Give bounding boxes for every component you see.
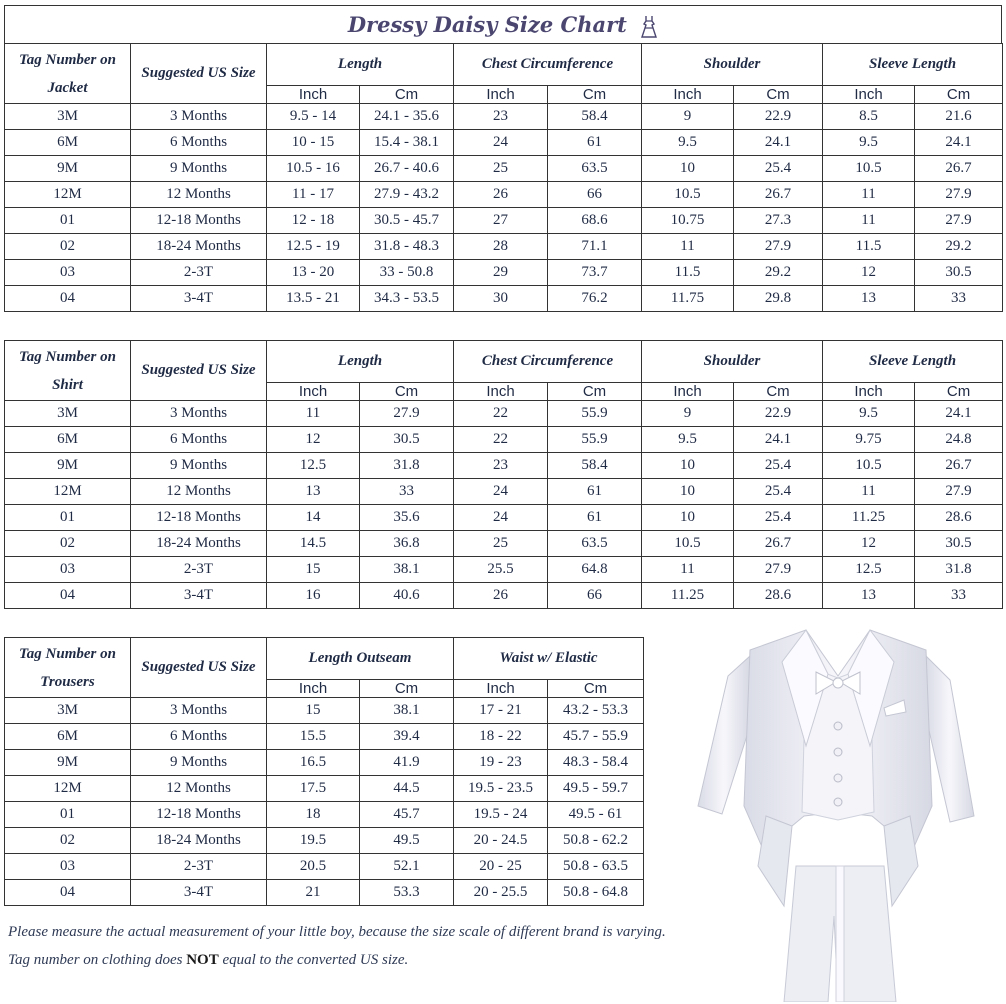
tag-number-cell: 3M <box>5 698 131 724</box>
tag-number-cell: 12M <box>5 479 131 505</box>
tag-number-cell: 6M <box>5 130 131 156</box>
tag-number-cell: 9M <box>5 453 131 479</box>
tag-number-cell: 04 <box>5 880 131 906</box>
unit-header-inch: Inch <box>642 86 734 104</box>
note-emphasis: NOT <box>186 952 219 968</box>
table-row <box>5 750 644 776</box>
measurement-cell: 10 - 15 <box>267 130 360 156</box>
measurement-cell: 43.2 - 53.3 <box>548 698 644 724</box>
measurement-cell: 25 <box>454 156 548 182</box>
jacket-size-table <box>4 43 1003 312</box>
measurement-cell: 21 <box>267 880 360 906</box>
measurement-cell: 28.6 <box>734 583 823 609</box>
measurement-cell: 35.6 <box>360 505 454 531</box>
us-size-cell: 3-4T <box>131 286 267 312</box>
table-row <box>5 156 1003 182</box>
tag-number-cell: 01 <box>5 802 131 828</box>
measurement-cell: 63.5 <box>548 531 642 557</box>
measurement-cell: 19.5 - 23.5 <box>454 776 548 802</box>
measurement-cell: 19.5 <box>267 828 360 854</box>
table-row <box>5 182 1003 208</box>
measurement-cell: 36.8 <box>360 531 454 557</box>
measurement-cell: 23 <box>454 104 548 130</box>
unit-header-inch: Inch <box>454 86 548 104</box>
measurement-cell: 27.3 <box>734 208 823 234</box>
measurement-cell: 61 <box>548 479 642 505</box>
measurement-cell: 13 - 20 <box>267 260 360 286</box>
tag-number-note <box>8 952 408 969</box>
note-line-2-start: Tag number on clothing does <box>8 952 187 968</box>
measurement-cell: 10 <box>642 479 734 505</box>
tag-number-cell: 03 <box>5 260 131 286</box>
measurement-cell: 18 - 22 <box>454 724 548 750</box>
group-header-sleeve: Sleeve Length <box>823 341 1003 383</box>
measurement-cell: 15 <box>267 557 360 583</box>
measurement-cell: 9 <box>642 104 734 130</box>
measurement-cell: 73.7 <box>548 260 642 286</box>
measurement-cell: 10 <box>642 453 734 479</box>
measurement-cell: 11.25 <box>823 505 915 531</box>
measurement-cell: 58.4 <box>548 104 642 130</box>
us-size-cell: 3-4T <box>131 880 267 906</box>
tag-number-header: Tag Number on Trousers <box>5 638 131 698</box>
us-size-cell: 9 Months <box>131 750 267 776</box>
measurement-cell: 64.8 <box>548 557 642 583</box>
measurement-cell: 9.5 <box>642 427 734 453</box>
group-header-outseam: Length Outseam <box>267 638 454 680</box>
measurement-cell: 14.5 <box>267 531 360 557</box>
measurement-cell: 27.9 <box>915 479 1003 505</box>
group-header-shoulder: Shoulder <box>642 44 823 86</box>
table-row <box>5 505 1003 531</box>
measurement-cell: 24.1 <box>734 130 823 156</box>
measurement-cell: 11 <box>642 234 734 260</box>
measurement-cell: 25.5 <box>454 557 548 583</box>
table-row <box>5 260 1003 286</box>
us-size-cell: 3 Months <box>131 401 267 427</box>
measurement-cell: 20 - 25.5 <box>454 880 548 906</box>
tag-number-cell: 02 <box>5 234 131 260</box>
table-row <box>5 854 644 880</box>
us-size-cell: 18-24 Months <box>131 234 267 260</box>
measurement-cell: 12 <box>823 260 915 286</box>
us-size-cell: 12-18 Months <box>131 802 267 828</box>
shirt-size-table <box>4 340 1003 609</box>
tag-number-cell: 02 <box>5 531 131 557</box>
measurement-cell: 10.5 <box>642 531 734 557</box>
table-row <box>5 104 1003 130</box>
measurement-cell: 22 <box>454 427 548 453</box>
table-row <box>5 479 1003 505</box>
measurement-cell: 9.5 <box>823 130 915 156</box>
measurement-cell: 30.5 <box>360 427 454 453</box>
measurement-cell: 66 <box>548 182 642 208</box>
table-row <box>5 401 1003 427</box>
measurement-cell: 33 - 50.8 <box>360 260 454 286</box>
us-size-cell: 6 Months <box>131 427 267 453</box>
measurement-cell: 26.7 <box>734 182 823 208</box>
measurement-cell: 12.5 <box>267 453 360 479</box>
us-size-cell: 3 Months <box>131 698 267 724</box>
measurement-cell: 15 <box>267 698 360 724</box>
measurement-cell: 18 <box>267 802 360 828</box>
measurement-cell: 15.5 <box>267 724 360 750</box>
measurement-cell: 23 <box>454 453 548 479</box>
table-row <box>5 130 1003 156</box>
measurement-cell: 30 <box>454 286 548 312</box>
white-tuxedo-image <box>688 616 988 1002</box>
measurement-cell: 68.6 <box>548 208 642 234</box>
unit-header-inch: Inch <box>454 680 548 698</box>
measurement-cell: 29.2 <box>915 234 1003 260</box>
measurement-cell: 13 <box>823 286 915 312</box>
measurement-cell: 26.7 <box>734 531 823 557</box>
table-row <box>5 828 644 854</box>
measurement-cell: 55.9 <box>548 427 642 453</box>
measurement-cell: 33 <box>915 583 1003 609</box>
measurement-cell: 20 - 24.5 <box>454 828 548 854</box>
unit-header-inch: Inch <box>823 86 915 104</box>
table-row <box>5 583 1003 609</box>
unit-header-cm: Cm <box>915 86 1003 104</box>
chart-title <box>4 5 1002 43</box>
measurement-cell: 22.9 <box>734 104 823 130</box>
unit-header-cm: Cm <box>360 680 454 698</box>
measurement-cell: 11 <box>823 182 915 208</box>
measurement-cell: 33 <box>360 479 454 505</box>
measurement-cell: 26 <box>454 182 548 208</box>
measurement-cell: 71.1 <box>548 234 642 260</box>
unit-header-inch: Inch <box>267 383 360 401</box>
measurement-cell: 24.1 <box>915 130 1003 156</box>
measurement-cell: 30.5 - 45.7 <box>360 208 454 234</box>
tag-number-cell: 02 <box>5 828 131 854</box>
measurement-cell: 15.4 - 38.1 <box>360 130 454 156</box>
measurement-cell: 29.2 <box>734 260 823 286</box>
tag-number-cell: 12M <box>5 182 131 208</box>
measurement-cell: 9.75 <box>823 427 915 453</box>
measurement-cell: 22 <box>454 401 548 427</box>
measurement-cell: 24 <box>454 505 548 531</box>
table-row <box>5 698 644 724</box>
measurement-cell: 10.75 <box>642 208 734 234</box>
measurement-cell: 29.8 <box>734 286 823 312</box>
measurement-cell: 13 <box>267 479 360 505</box>
measurement-cell: 61 <box>548 130 642 156</box>
measurement-cell: 11 <box>267 401 360 427</box>
measurement-cell: 49.5 - 61 <box>548 802 644 828</box>
measurement-cell: 27 <box>454 208 548 234</box>
measurement-cell: 52.1 <box>360 854 454 880</box>
tag-number-cell: 9M <box>5 156 131 182</box>
measurement-cell: 61 <box>548 505 642 531</box>
measurement-cell: 9.5 - 14 <box>267 104 360 130</box>
measurement-cell: 27.9 <box>915 208 1003 234</box>
unit-header-inch: Inch <box>454 383 548 401</box>
measurement-cell: 30.5 <box>915 260 1003 286</box>
group-header-length: Length <box>267 341 454 383</box>
measurement-cell: 9 <box>642 401 734 427</box>
unit-header-cm: Cm <box>360 383 454 401</box>
trousers-size-table <box>4 637 644 906</box>
group-header-sleeve: Sleeve Length <box>823 44 1003 86</box>
measurement-cell: 27.9 <box>734 557 823 583</box>
measurement-cell: 30.5 <box>915 531 1003 557</box>
measurement-cell: 66 <box>548 583 642 609</box>
table-row <box>5 776 644 802</box>
measurement-cell: 27.9 <box>915 182 1003 208</box>
measurement-cell: 27.9 <box>734 234 823 260</box>
measurement-cell: 39.4 <box>360 724 454 750</box>
measurement-cell: 49.5 <box>360 828 454 854</box>
measurement-cell: 20.5 <box>267 854 360 880</box>
measurement-cell: 24.1 <box>734 427 823 453</box>
us-size-cell: 9 Months <box>131 156 267 182</box>
table-row <box>5 208 1003 234</box>
measurement-cell: 10.5 <box>823 156 915 182</box>
group-header-chest: Chest Circumference <box>454 44 642 86</box>
us-size-cell: 3-4T <box>131 583 267 609</box>
measurement-cell: 28.6 <box>915 505 1003 531</box>
measurement-cell: 12 <box>267 427 360 453</box>
measurement-cell: 31.8 <box>360 453 454 479</box>
tag-number-cell: 03 <box>5 557 131 583</box>
measurement-cell: 50.8 - 64.8 <box>548 880 644 906</box>
tag-number-header: Tag Number on Jacket <box>5 44 131 104</box>
unit-header-inch: Inch <box>267 680 360 698</box>
measurement-cell: 13 <box>823 583 915 609</box>
tag-number-cell: 12M <box>5 776 131 802</box>
us-size-cell: 18-24 Months <box>131 531 267 557</box>
measurement-cell: 45.7 <box>360 802 454 828</box>
measurement-cell: 48.3 - 58.4 <box>548 750 644 776</box>
measurement-cell: 34.3 - 53.5 <box>360 286 454 312</box>
measurement-cell: 26 <box>454 583 548 609</box>
measurement-cell: 12 <box>823 531 915 557</box>
group-header-waist: Waist w/ Elastic <box>454 638 644 680</box>
measurement-cell: 11 <box>823 208 915 234</box>
measurement-cell: 41.9 <box>360 750 454 776</box>
measurement-cell: 14 <box>267 505 360 531</box>
note-line-2-end: equal to the converted US size. <box>218 952 409 968</box>
table-row <box>5 802 644 828</box>
measurement-cell: 24.8 <box>915 427 1003 453</box>
measurement-cell: 31.8 - 48.3 <box>360 234 454 260</box>
us-size-cell: 12 Months <box>131 182 267 208</box>
measurement-cell: 12.5 - 19 <box>267 234 360 260</box>
measurement-cell: 26.7 <box>915 453 1003 479</box>
suggested-size-header: Suggested US Size <box>131 341 267 401</box>
measurement-cell: 10.5 - 16 <box>267 156 360 182</box>
suggested-size-header: Suggested US Size <box>131 44 267 104</box>
measurement-cell: 16 <box>267 583 360 609</box>
measurement-cell: 28 <box>454 234 548 260</box>
measurement-cell: 10 <box>642 505 734 531</box>
measurement-cell: 55.9 <box>548 401 642 427</box>
us-size-cell: 2-3T <box>131 260 267 286</box>
table-row <box>5 724 644 750</box>
measurement-cell: 20 - 25 <box>454 854 548 880</box>
us-size-cell: 12 Months <box>131 776 267 802</box>
unit-header-cm: Cm <box>734 383 823 401</box>
tag-number-header: Tag Number on Shirt <box>5 341 131 401</box>
table-row <box>5 286 1003 312</box>
measurement-cell: 25.4 <box>734 505 823 531</box>
measurement-cell: 22.9 <box>734 401 823 427</box>
measurement-cell: 21.6 <box>915 104 1003 130</box>
tag-number-cell: 3M <box>5 104 131 130</box>
measurement-cell: 24 <box>454 130 548 156</box>
chart-title-text: Dressy Daisy Size Chart <box>347 12 627 37</box>
measurement-cell: 33 <box>915 286 1003 312</box>
tag-number-cell: 04 <box>5 583 131 609</box>
unit-header-cm: Cm <box>548 86 642 104</box>
measurement-cell: 25.4 <box>734 453 823 479</box>
tag-number-cell: 04 <box>5 286 131 312</box>
measurement-cell: 45.7 - 55.9 <box>548 724 644 750</box>
us-size-cell: 6 Months <box>131 724 267 750</box>
table-row <box>5 453 1003 479</box>
measurement-cell: 10.5 <box>642 182 734 208</box>
table-row <box>5 557 1003 583</box>
measurement-cell: 25.4 <box>734 156 823 182</box>
measurement-cell: 24.1 - 35.6 <box>360 104 454 130</box>
table-row <box>5 427 1003 453</box>
us-size-cell: 6 Months <box>131 130 267 156</box>
measurement-cell: 9.5 <box>642 130 734 156</box>
measurement-cell: 53.3 <box>360 880 454 906</box>
measurement-cell: 58.4 <box>548 453 642 479</box>
tag-number-cell: 6M <box>5 724 131 750</box>
measurement-cell: 11 - 17 <box>267 182 360 208</box>
tag-number-cell: 01 <box>5 208 131 234</box>
measurement-cell: 17 - 21 <box>454 698 548 724</box>
measurement-cell: 24.1 <box>915 401 1003 427</box>
unit-header-cm: Cm <box>360 86 454 104</box>
note-line-1: Please measure the actual measurement of your little boy, because the size scale of different brand is varying. <box>8 924 666 940</box>
table-row <box>5 531 1003 557</box>
us-size-cell: 12-18 Months <box>131 505 267 531</box>
measurement-cell: 11.75 <box>642 286 734 312</box>
us-size-cell: 12 Months <box>131 479 267 505</box>
measurement-cell: 31.8 <box>915 557 1003 583</box>
dress-icon <box>640 15 658 39</box>
suggested-size-header: Suggested US Size <box>131 638 267 698</box>
measurement-cell: 25 <box>454 531 548 557</box>
measurement-cell: 27.9 <box>360 401 454 427</box>
measurement-cell: 11.25 <box>642 583 734 609</box>
measurement-cell: 12 - 18 <box>267 208 360 234</box>
us-size-cell: 3 Months <box>131 104 267 130</box>
tag-number-cell: 6M <box>5 427 131 453</box>
measurement-cell: 76.2 <box>548 286 642 312</box>
measurement-cell: 24 <box>454 479 548 505</box>
measurement-cell: 26.7 - 40.6 <box>360 156 454 182</box>
measurement-cell: 17.5 <box>267 776 360 802</box>
tag-number-cell: 03 <box>5 854 131 880</box>
measurement-cell: 11.5 <box>642 260 734 286</box>
measurement-cell: 13.5 - 21 <box>267 286 360 312</box>
group-header-length: Length <box>267 44 454 86</box>
unit-header-cm: Cm <box>548 680 644 698</box>
measurement-cell: 16.5 <box>267 750 360 776</box>
measurement-cell: 44.5 <box>360 776 454 802</box>
measurement-cell: 38.1 <box>360 698 454 724</box>
measurement-cell: 26.7 <box>915 156 1003 182</box>
us-size-cell: 9 Months <box>131 453 267 479</box>
us-size-cell: 2-3T <box>131 557 267 583</box>
us-size-cell: 18-24 Months <box>131 828 267 854</box>
us-size-cell: 2-3T <box>131 854 267 880</box>
measurement-cell: 11.5 <box>823 234 915 260</box>
unit-header-cm: Cm <box>734 86 823 104</box>
tag-number-cell: 9M <box>5 750 131 776</box>
unit-header-inch: Inch <box>267 86 360 104</box>
measurement-cell: 9.5 <box>823 401 915 427</box>
measurement-cell: 27.9 - 43.2 <box>360 182 454 208</box>
measurement-cell: 29 <box>454 260 548 286</box>
table-row <box>5 234 1003 260</box>
measurement-cell: 50.8 - 63.5 <box>548 854 644 880</box>
measurement-cell: 38.1 <box>360 557 454 583</box>
group-header-chest: Chest Circumference <box>454 341 642 383</box>
tag-number-cell: 3M <box>5 401 131 427</box>
table-row <box>5 880 644 906</box>
group-header-shoulder: Shoulder <box>642 341 823 383</box>
unit-header-cm: Cm <box>548 383 642 401</box>
tag-number-cell: 01 <box>5 505 131 531</box>
unit-header-inch: Inch <box>823 383 915 401</box>
unit-header-cm: Cm <box>915 383 1003 401</box>
measurement-cell: 10 <box>642 156 734 182</box>
measurement-cell: 50.8 - 62.2 <box>548 828 644 854</box>
measurement-cell: 25.4 <box>734 479 823 505</box>
measurement-cell: 11 <box>642 557 734 583</box>
unit-header-inch: Inch <box>642 383 734 401</box>
us-size-cell: 12-18 Months <box>131 208 267 234</box>
measurement-cell: 10.5 <box>823 453 915 479</box>
measurement-cell: 19 - 23 <box>454 750 548 776</box>
measurement-note <box>8 924 666 941</box>
measurement-cell: 40.6 <box>360 583 454 609</box>
measurement-cell: 63.5 <box>548 156 642 182</box>
measurement-cell: 11 <box>823 479 915 505</box>
measurement-cell: 49.5 - 59.7 <box>548 776 644 802</box>
measurement-cell: 12.5 <box>823 557 915 583</box>
measurement-cell: 19.5 - 24 <box>454 802 548 828</box>
measurement-cell: 8.5 <box>823 104 915 130</box>
